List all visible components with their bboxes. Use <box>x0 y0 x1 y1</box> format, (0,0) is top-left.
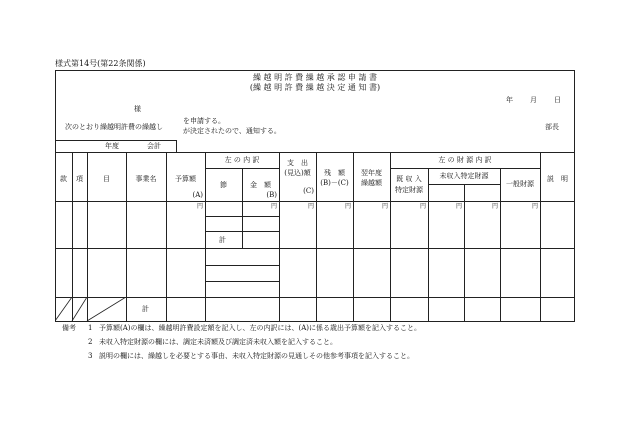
unit-zangaku: 円 <box>344 203 351 210</box>
total-label: 計 <box>142 305 149 313</box>
account-label: 会計 <box>147 142 161 150</box>
note-1-num: 1 <box>88 324 93 332</box>
header-shishutsu: 支 出 <box>287 159 308 167</box>
unit-shishutsu: 円 <box>307 203 314 210</box>
unit-ippan: 円 <box>531 203 538 210</box>
notes-label: 備考 <box>62 324 76 332</box>
diagonal-slashes <box>55 297 127 322</box>
header-tokutei-zaigen: 特定財源 <box>395 186 423 194</box>
header-mikomi-c: (C) <box>303 187 314 195</box>
fiscal-year-label: 年度 <box>105 142 119 150</box>
subtotal-label: 計 <box>219 236 226 244</box>
header-yosan-a: (A) <box>192 191 203 199</box>
header-zaigen-uchiwake: 左 の 財 源 内 訳 <box>438 156 492 164</box>
header-kishuunyuu: 既 収 入 <box>396 175 422 183</box>
header-yosan: 予算額 <box>175 175 196 183</box>
date-month-label: 月 <box>530 96 537 104</box>
unit-kingaku: 円 <box>270 203 277 210</box>
header-kingaku-b: (B) <box>266 191 277 199</box>
date-year-label: 年 <box>506 96 513 104</box>
body-prefix: 次のとおり繰越明許費の繰越し <box>65 123 163 131</box>
form-frame <box>55 70 575 322</box>
header-setsumei: 説 明 <box>547 175 568 183</box>
header-hidari-uchiwake: 左 の 内 訳 <box>224 156 260 164</box>
header-ippan: 一般財源 <box>506 180 534 188</box>
form-title: 繰 越 明 許 費 繰 越 承 認 申 請 書 <box>253 73 377 82</box>
addressee-label: 様 <box>134 105 141 113</box>
form-subtitle: (繰 越 明 許 費 繰 越 決 定 通 知 書) <box>249 83 381 92</box>
note-3-num: 3 <box>88 352 93 360</box>
header-moku: 目 <box>103 175 110 183</box>
dept-label: 部長 <box>545 123 559 131</box>
body-option-notify: が決定されたので、通知する。 <box>183 127 281 135</box>
header-kou: 項 <box>76 175 83 183</box>
header-setsu: 節 <box>220 181 227 189</box>
unit-mishuunyuu-a: 円 <box>455 203 462 210</box>
note-3-text: 説明の欄には、繰越しを必要とする事由、未収入特定財源の見通しその他参考事項を記入すること。 <box>99 352 414 360</box>
header-jigyou: 事業名 <box>135 175 157 183</box>
unit-yosan: 円 <box>196 203 203 210</box>
date-day-label: 日 <box>554 96 561 104</box>
header-kan: 款 <box>60 175 67 183</box>
unit-kishuunyuu: 円 <box>419 203 426 210</box>
header-mishuunyuu: 未収入特定財源 <box>439 172 489 180</box>
header-zangaku: 残 額 <box>324 169 345 177</box>
header-yokunendo: 翌年度 <box>361 169 382 177</box>
body-option-apply: を申請する。 <box>183 117 225 125</box>
note-1-text: 予算額(A)の欄は、繰越明許費設定額を記入し、左の内訳には、(A)に係る歳出予算額を記入すること。 <box>99 324 422 332</box>
unit-yokunendo: 円 <box>381 203 388 210</box>
note-2-text: 未収入特定財源の欄には、調定未済額及び調定済未収入額を記入すること。 <box>99 338 337 346</box>
unit-mishuunyuu-b: 円 <box>491 203 498 210</box>
header-kurikoshigaku: 繰越額 <box>361 179 382 187</box>
header-mikomi: (見込)額 <box>284 169 311 177</box>
note-2-num: 2 <box>88 338 93 346</box>
form-number: 様式第14号(第22条関係) <box>55 59 146 68</box>
header-zangaku-formula: (B)－(C) <box>320 179 349 187</box>
header-kingaku: 金 額 <box>250 181 271 189</box>
